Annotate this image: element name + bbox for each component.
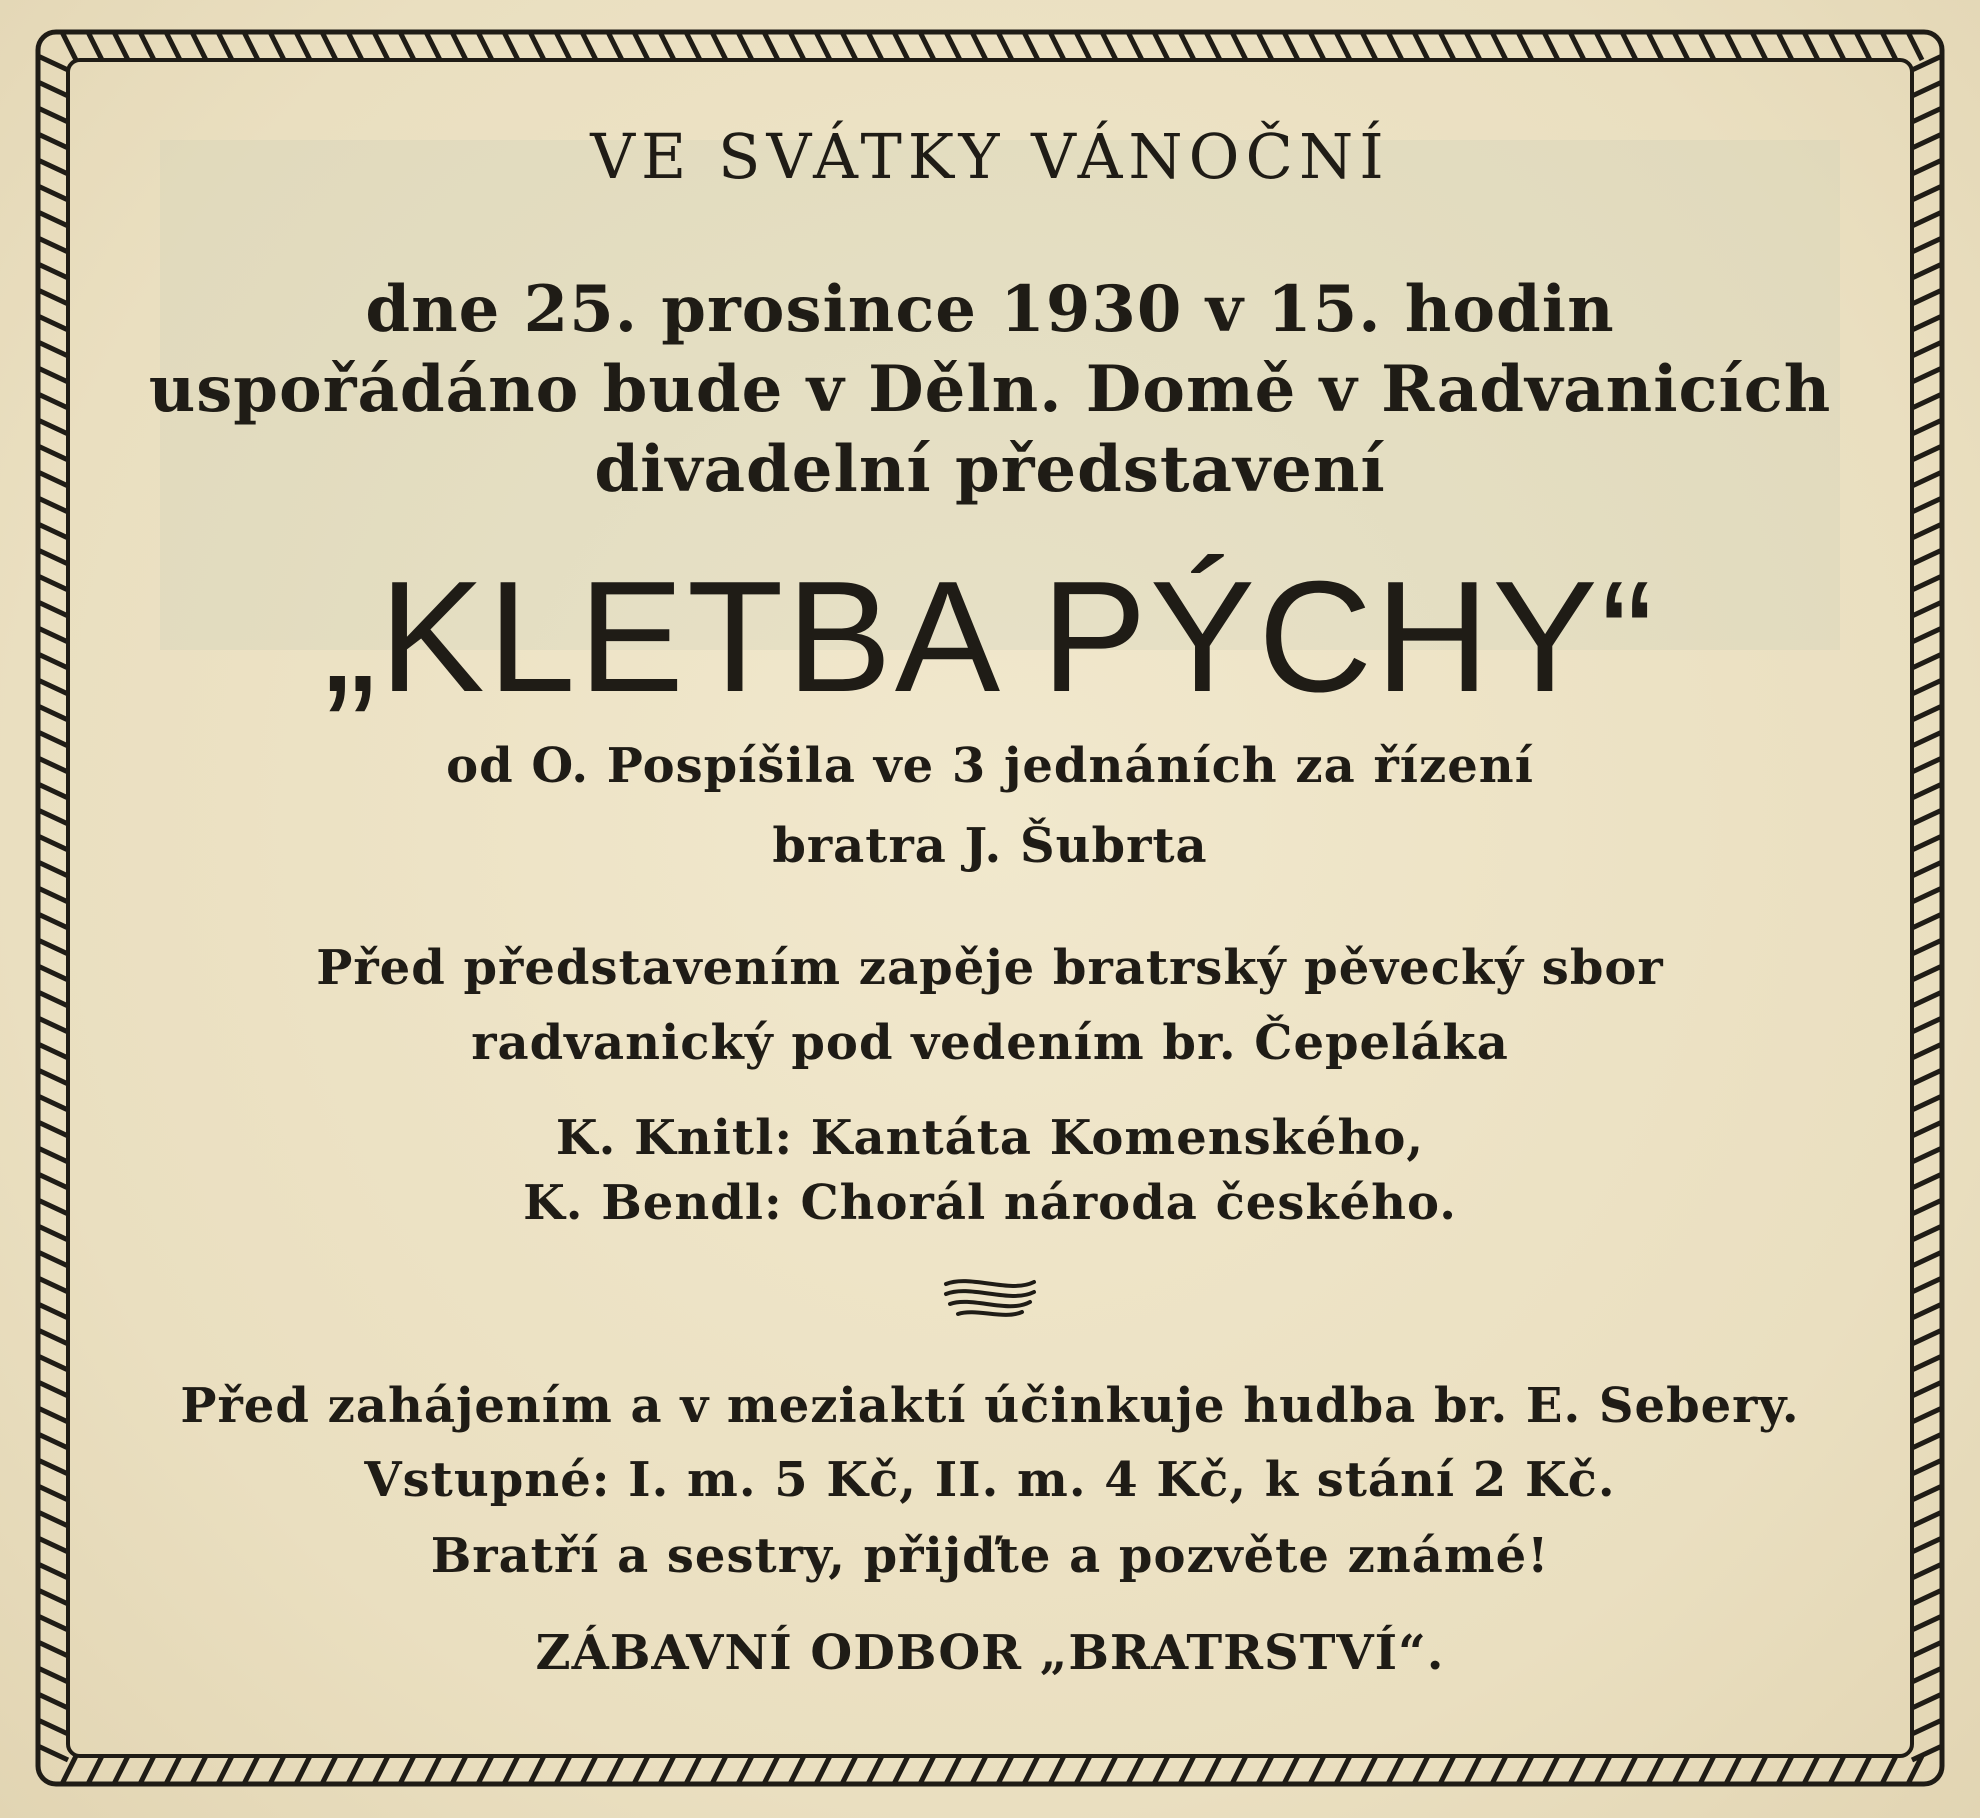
- scroll-ornament-icon: [940, 1272, 1040, 1322]
- price-line: Vstupné: I. m. 5 Kč, II. m. 4 Kč, k stání 2 Kč.: [364, 1452, 1616, 1508]
- organizer-line: ZÁBAVNÍ ODBOR „BRATRSTVÍ“.: [535, 1625, 1445, 1681]
- notice-content: [120, 100, 1860, 1720]
- program-item: K. Knitl: Kantáta Komenského,: [555, 1110, 1425, 1166]
- play-title: „KLETBA PÝCHY“: [323, 549, 1657, 725]
- notice-heading: VE SVÁTKY VÁNOČNÍ: [590, 120, 1390, 193]
- performance-line: divadelní představení: [594, 432, 1386, 507]
- choir-line-2: radvanický pod vedením br. Čepeláka: [471, 1015, 1509, 1071]
- date-line: dne 25. prosince 1930 v 15. hodin: [365, 272, 1615, 347]
- author-line-1: od O. Pospíšila ve 3 jednáních za řízení: [446, 738, 1534, 794]
- author-line-2: bratra J. Šubrta: [772, 818, 1208, 874]
- program-item: K. Bendl: Chorál národa českého.: [523, 1175, 1457, 1231]
- music-line: Před zahájením a v meziaktí účinkuje hudba br. E. Sebery.: [180, 1378, 1800, 1434]
- choir-line-1: Před představením zapěje bratrský pěvecký sbor: [316, 940, 1664, 996]
- invitation-line: Bratří a sestry, přijďte a pozvěte známé!: [430, 1528, 1550, 1584]
- venue-line: uspořádáno bude v Děln. Domě v Radvanicích: [148, 352, 1832, 427]
